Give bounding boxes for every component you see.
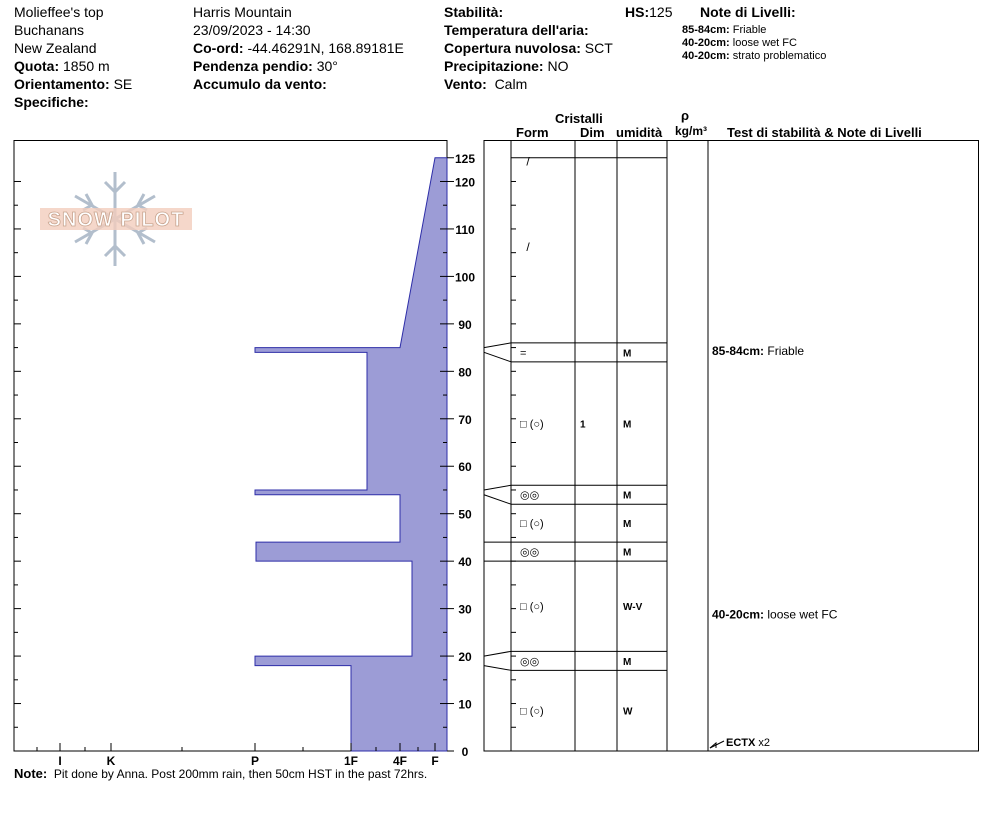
wetness: M bbox=[623, 656, 632, 668]
wetness: M bbox=[623, 348, 632, 360]
precipitation: Precipitazione: NO bbox=[444, 58, 569, 74]
grain-form: ◎◎ bbox=[520, 546, 540, 559]
stability-test: ECTX x2 bbox=[726, 737, 771, 749]
grain-form: □ (○) bbox=[520, 518, 544, 531]
layer-connector bbox=[484, 343, 511, 348]
depth-label: 120 bbox=[454, 175, 476, 190]
depth-label: 50 bbox=[458, 507, 472, 522]
depth-axis bbox=[447, 152, 475, 759]
layer-comment: 85-84cm: Friable bbox=[712, 343, 805, 358]
layer-table bbox=[484, 141, 838, 752]
layer-comment: 40-20cm: loose wet FC bbox=[712, 607, 838, 622]
specifics-label: Specifiche: bbox=[14, 94, 89, 110]
layer-note-2: 40-20cm: loose wet FC bbox=[682, 37, 797, 49]
aspect: Orientamento: SE bbox=[14, 76, 133, 92]
site-name: Molieffee's top bbox=[14, 4, 104, 20]
depth-label: 80 bbox=[458, 365, 472, 380]
form-header: Form bbox=[516, 125, 549, 140]
snowpilot-logo bbox=[40, 172, 192, 266]
country: New Zealand bbox=[14, 40, 97, 56]
air-temp-label: Temperatura dell'aria: bbox=[444, 22, 589, 38]
datetime: 23/09/2023 - 14:30 bbox=[193, 22, 311, 38]
hardness-area bbox=[255, 158, 447, 751]
logo-text: SNOW PILOT bbox=[47, 209, 185, 231]
tests-header: Test di stabilità & Note di Livelli bbox=[727, 125, 922, 140]
hardness-label: 1F bbox=[343, 754, 359, 768]
wetness: M bbox=[623, 547, 632, 559]
grain-form: ◎◎ bbox=[520, 655, 540, 668]
slope: Pendenza pendio: 30° bbox=[193, 58, 338, 74]
wetness-header: umidità bbox=[616, 125, 663, 140]
wetness: W bbox=[623, 706, 633, 718]
grain-form: □ (○) bbox=[520, 418, 544, 431]
grain-form: □ (○) bbox=[520, 705, 544, 718]
wetness: W-V bbox=[623, 602, 643, 614]
layer-note-3: 40-20cm: strato problematico bbox=[682, 50, 827, 62]
wetness: M bbox=[623, 490, 632, 502]
cloud-cover: Copertura nuvolosa: SCT bbox=[444, 40, 613, 56]
wetness: M bbox=[623, 519, 632, 531]
layer-notes-title: Note di Livelli: bbox=[700, 4, 796, 20]
hardness-label: F bbox=[431, 754, 439, 768]
grain-form: □ (○) bbox=[520, 601, 544, 614]
depth-label: 40 bbox=[458, 555, 472, 570]
layer-connector bbox=[484, 485, 511, 490]
hardness-label: P bbox=[250, 754, 260, 768]
depth-label: 60 bbox=[458, 460, 472, 475]
hardness-label: I bbox=[58, 754, 62, 768]
grain-form: / bbox=[526, 154, 530, 169]
density-unit: kg/m³ bbox=[675, 124, 708, 138]
size-header: Dim bbox=[580, 125, 605, 140]
grain-form: = bbox=[520, 347, 527, 360]
depth-label: 20 bbox=[458, 650, 472, 665]
wind-loading-label: Accumulo da vento: bbox=[193, 76, 327, 92]
wind: Vento: Calm bbox=[444, 76, 528, 92]
elevation: Quota: 1850 m bbox=[14, 58, 110, 74]
depth-label: 30 bbox=[458, 602, 472, 617]
layer-connector bbox=[484, 352, 511, 361]
grain-size: 1 bbox=[580, 419, 586, 431]
grain-form: ◎◎ bbox=[520, 489, 540, 502]
layer-connector bbox=[484, 666, 511, 671]
depth-label: 90 bbox=[458, 317, 472, 332]
depth-label: 110 bbox=[455, 222, 475, 237]
hardness-label: K bbox=[106, 754, 116, 768]
depth-label: 0 bbox=[461, 745, 469, 759]
depth-label: 100 bbox=[454, 270, 476, 285]
test-arrow bbox=[710, 741, 724, 748]
hardness-label: 4F bbox=[392, 754, 408, 768]
layer-connector bbox=[484, 651, 511, 656]
region: Buchanans bbox=[14, 22, 85, 38]
depth-label: 125 bbox=[454, 151, 476, 166]
grain-form: / bbox=[526, 239, 530, 254]
wetness: M bbox=[623, 419, 632, 431]
depth-label: 10 bbox=[458, 697, 472, 712]
hardness-profile bbox=[255, 158, 447, 751]
layer-table-frame bbox=[484, 141, 979, 752]
layer-connector bbox=[484, 495, 511, 504]
crystals-header: Cristalli bbox=[555, 111, 603, 126]
stability-label: Stabilità: bbox=[444, 4, 504, 20]
snow-height: HS:125 bbox=[625, 4, 673, 20]
depth-label: 70 bbox=[458, 412, 472, 427]
pit-note: Note: Pit done by Anna. Post 200mm rain, then 50cm HST in the past 72hrs. bbox=[14, 766, 428, 781]
layer-note-1: 85-84cm: Friable bbox=[682, 24, 767, 36]
location: Harris Mountain bbox=[193, 4, 292, 20]
density-symbol: ρ bbox=[681, 108, 690, 123]
coordinates: Co-ord: -44.46291N, 168.89181E bbox=[193, 40, 404, 56]
